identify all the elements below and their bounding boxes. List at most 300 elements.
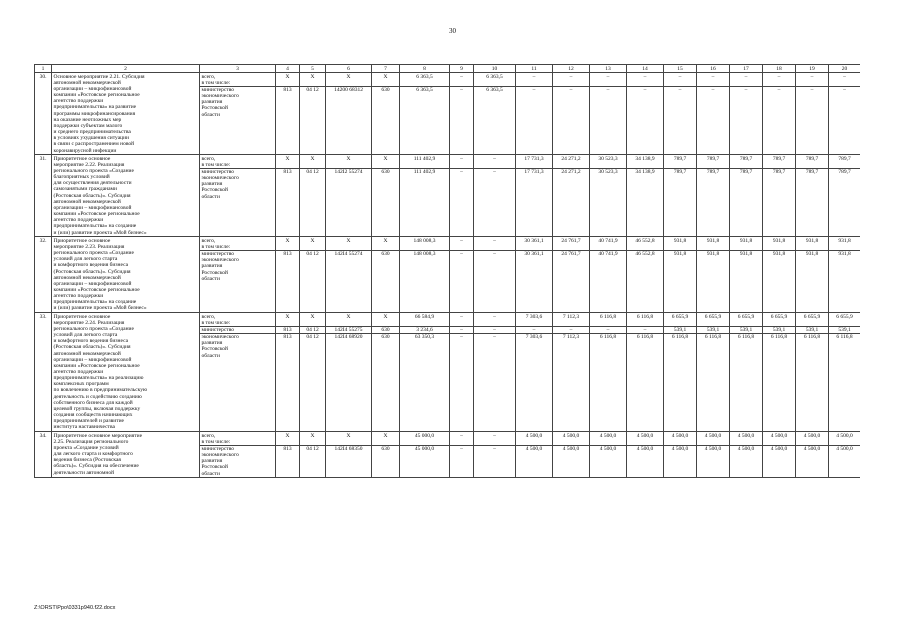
- value-line: 789,7: [796, 168, 828, 200]
- value-line: 931,8: [664, 250, 696, 282]
- value-line: 24 761,7: [561, 237, 581, 244]
- value-line: 6 363,5: [474, 86, 515, 118]
- value-cell: [474, 313, 516, 432]
- value-line: 34 138,9: [627, 168, 663, 200]
- value-line: 4 500,0: [704, 432, 722, 439]
- value-line: –: [843, 73, 846, 80]
- value-line: 63 350,3: [400, 333, 449, 359]
- value-cell: [627, 155, 664, 237]
- value-line: 142I4 55275: [326, 326, 371, 333]
- value-line: –: [643, 73, 647, 80]
- value-line: –: [460, 155, 463, 162]
- activity-name: Приоритетное основное мероприятие 2.24. Реализация регионального проекта «Создание условий для легкого старта и комфортного ведения бизнеса (Ростовская область)». Субсидия автономной некоммерческой организации – микрофинансовой компании «Ростовское региональное агентство поддержки предпринимательства» на реализацию комплексных программ по вовлечению в предпринимательскую деятельность и содействию созданию собственного бизнеса для каждой целевой группы, включая поддержку создания сообществ начинающих предпринимателей и развитие института наставничества: [52, 313, 200, 432]
- value-cell: [590, 155, 627, 237]
- value-line: 34 138,9: [635, 155, 655, 162]
- executor-cell: [200, 73, 276, 155]
- value-cell: [697, 73, 730, 155]
- value-cell: [553, 313, 590, 432]
- executor-line: всего, в том числе:: [201, 313, 231, 326]
- activity-name: Приоритетное основное мероприятие 2.25. Реализация регионального проекта «Создание условий для легкого старта и комфортного ведения бизнеса (Ростовская область)». Субсидия на обеспечение деятельности автономной: [52, 432, 200, 478]
- value-line: 04 12: [300, 168, 325, 200]
- value-line: –: [460, 432, 463, 439]
- column-number-cell: 10: [474, 65, 516, 73]
- value-cell: [590, 313, 627, 432]
- value-line: 789,7: [805, 155, 819, 162]
- value-line: –: [777, 73, 781, 80]
- value-cell: [730, 432, 763, 478]
- column-number-cell: 15: [664, 65, 697, 73]
- activity-name: Основное мероприятие 2.21. Субсидия автономной некоммерческой организации – микрофинансовой компании «Ростовское региональное агентство поддержки предпринимательства» на развитие программы микрофинансирования на оказание неотложных мер поддержки субъектам малого и среднего предпринимательства в условиях ухудшения ситуации в связи с распространением новой коронавирусной инфекции: [52, 73, 200, 155]
- executor-line: всего, в том числе:: [201, 73, 231, 86]
- value-cell: [400, 432, 450, 478]
- row-number: 34.: [35, 432, 52, 478]
- row-number: 30.: [35, 73, 52, 155]
- value-cell: [300, 73, 326, 155]
- value-line: 4 500,0: [763, 445, 795, 477]
- value-cell: [516, 73, 553, 155]
- value-line: –: [516, 86, 552, 118]
- value-cell: [730, 73, 763, 155]
- value-line: –: [553, 326, 589, 333]
- value-line: –: [744, 73, 748, 80]
- value-line: –: [627, 326, 663, 333]
- value-line: 30 361,1: [524, 237, 544, 244]
- value-cell: [763, 237, 796, 313]
- value-cell: [730, 237, 763, 313]
- value-line: 142I4 68350: [326, 445, 371, 477]
- value-line: 6 655,9: [704, 313, 722, 320]
- document-sheet: [34, 64, 860, 604]
- value-line: 7 112,3: [562, 313, 580, 320]
- value-line: X: [383, 237, 388, 244]
- value-cell: [300, 155, 326, 237]
- value-line: X: [310, 313, 315, 320]
- value-cell: [553, 73, 590, 155]
- value-line: 931,8: [763, 250, 795, 282]
- value-cell: [730, 313, 763, 432]
- value-cell: [450, 432, 474, 478]
- value-line: –: [829, 86, 860, 118]
- table-row: [35, 313, 861, 432]
- value-line: 789,7: [730, 168, 762, 200]
- value-line: 4 500,0: [836, 432, 853, 439]
- value-cell: [474, 432, 516, 478]
- value-cell: [627, 432, 664, 478]
- value-cell: [450, 155, 474, 237]
- value-line: 3 234,6: [400, 326, 449, 333]
- executor-line: всего, в том числе:: [201, 432, 231, 445]
- value-line: 24 761,7: [553, 250, 589, 282]
- value-cell: [276, 313, 300, 432]
- value-cell: [763, 313, 796, 432]
- value-cell: [553, 432, 590, 478]
- value-cell: [829, 155, 861, 237]
- value-line: 813: [276, 86, 299, 118]
- value-line: 6 655,9: [803, 313, 821, 320]
- executor-line: экономического развития Ростовской области: [200, 333, 275, 359]
- value-line: 931,8: [697, 250, 729, 282]
- column-number-cell: 19: [796, 65, 829, 73]
- value-line: 4 500,0: [562, 432, 580, 439]
- value-cell: [326, 313, 372, 432]
- value-line: X: [383, 155, 388, 162]
- value-line: –: [590, 326, 626, 333]
- value-line: 45 000,0: [414, 432, 435, 439]
- value-line: –: [730, 86, 762, 118]
- value-cell: [553, 237, 590, 313]
- value-line: –: [532, 73, 536, 80]
- value-line: 931,8: [829, 250, 860, 282]
- executor-line: министерство экономического развития Ростовской области: [200, 168, 275, 200]
- value-line: –: [493, 313, 496, 320]
- value-line: –: [450, 445, 473, 477]
- value-line: 30 523,3: [590, 168, 626, 200]
- value-line: 148 008,3: [400, 250, 449, 282]
- value-line: 931,8: [706, 237, 720, 244]
- value-cell: [590, 73, 627, 155]
- value-line: –: [569, 73, 573, 80]
- value-line: 7 303,6: [525, 313, 543, 320]
- value-cell: [697, 313, 730, 432]
- executor-cell: [200, 313, 276, 432]
- value-line: X: [346, 237, 351, 244]
- value-cell: [763, 155, 796, 237]
- value-line: X: [383, 73, 388, 80]
- row-number: 33.: [35, 313, 52, 432]
- value-cell: [516, 313, 553, 432]
- activity-name: Приоритетное основное мероприятие 2.23. Реализация регионального проекта «Создание условий для легкого старта и комфортного ведения бизнеса (Ростовская область)». Субсидия автономной некоммерческой организации – микрофинансовой компании «Ростовское региональное агентство поддержки предпринимательства» на создание и (или) развитие проекта «Мой бизнес»: [52, 237, 200, 313]
- value-line: 4 500,0: [516, 445, 552, 477]
- column-number-cell: 2: [52, 65, 200, 73]
- column-number-cell: 6: [326, 65, 372, 73]
- value-line: 630: [372, 86, 399, 118]
- value-line: 04 12: [300, 326, 325, 333]
- executor-cell: [200, 432, 276, 478]
- value-cell: [400, 237, 450, 313]
- value-line: 630: [372, 333, 399, 359]
- value-line: –: [450, 168, 473, 200]
- table-row: [35, 432, 861, 478]
- value-line: 6 116,8: [627, 333, 663, 359]
- value-cell: [300, 313, 326, 432]
- value-line: X: [285, 237, 290, 244]
- column-number-cell: 9: [450, 65, 474, 73]
- value-line: 6 655,9: [770, 313, 788, 320]
- column-number-cell: 14: [627, 65, 664, 73]
- value-line: 66 584,9: [414, 313, 435, 320]
- value-line: 931,8: [805, 237, 819, 244]
- value-line: 40 741,9: [598, 237, 618, 244]
- value-line: –: [450, 86, 473, 118]
- value-line: 40 741,9: [590, 250, 626, 282]
- value-line: X: [346, 155, 351, 162]
- row-number: 32.: [35, 237, 52, 313]
- budget-table: [34, 64, 860, 478]
- value-line: X: [310, 73, 315, 80]
- value-cell: [763, 432, 796, 478]
- value-line: 7 303,6: [516, 333, 552, 359]
- column-number-cell: 4: [276, 65, 300, 73]
- value-line: –: [493, 155, 496, 162]
- value-cell: [326, 237, 372, 313]
- value-line: 789,7: [739, 155, 753, 162]
- value-cell: [796, 432, 829, 478]
- value-line: –: [460, 73, 463, 80]
- value-line: –: [590, 86, 626, 118]
- value-line: 789,7: [697, 168, 729, 200]
- value-line: –: [450, 250, 473, 282]
- value-line: 789,7: [706, 155, 720, 162]
- value-line: 111 402,9: [413, 155, 436, 162]
- value-line: X: [346, 432, 351, 439]
- value-cell: [664, 313, 697, 432]
- value-line: 04 12: [300, 445, 325, 477]
- value-line: 6 116,8: [697, 333, 729, 359]
- value-line: 30 361,1: [516, 250, 552, 282]
- value-line: 6 116,8: [599, 313, 617, 320]
- value-line: 539,1: [730, 326, 762, 333]
- value-line: 4 500,0: [627, 445, 663, 477]
- value-line: –: [627, 86, 663, 118]
- value-line: X: [383, 313, 388, 320]
- activity-name: Приоритетное основное мероприятие 2.22. Реализация регионального проекта «Создание благоприятных условий для осуществления деятельности самозанятыми гражданами (Ростовская область)». Субсидия автономной некоммерческой организации – микрофинансовой компании «Ростовское региональное агентство поддержки предпринимательства» на создание и (или) развитие проекта «Мой бизнес»: [52, 155, 200, 237]
- value-line: 789,7: [838, 155, 851, 162]
- value-cell: [372, 73, 400, 155]
- value-line: –: [796, 86, 828, 118]
- value-line: 931,8: [730, 250, 762, 282]
- executor-line: министерство: [200, 326, 275, 333]
- value-line: 24 271,2: [553, 168, 589, 200]
- value-line: 6 116,8: [590, 333, 626, 359]
- value-line: –: [474, 168, 515, 200]
- value-line: 6 116,8: [636, 313, 654, 320]
- value-line: X: [310, 155, 315, 162]
- value-line: 04 12: [300, 86, 325, 118]
- value-cell: [829, 73, 861, 155]
- value-cell: [276, 73, 300, 155]
- value-line: X: [285, 155, 290, 162]
- value-cell: [697, 155, 730, 237]
- value-cell: [400, 155, 450, 237]
- value-cell: [450, 73, 474, 155]
- page-number: 30: [449, 27, 456, 35]
- value-line: 4 500,0: [671, 432, 689, 439]
- table-row: [35, 73, 861, 155]
- value-line: 789,7: [772, 155, 786, 162]
- value-line: 24 271,2: [561, 155, 581, 162]
- value-line: 45 000,0: [400, 445, 449, 477]
- value-line: 813: [276, 333, 299, 359]
- value-line: 142I2 55274: [326, 168, 371, 200]
- value-cell: [829, 237, 861, 313]
- value-line: 7 112,3: [553, 333, 589, 359]
- column-number-cell: 16: [697, 65, 730, 73]
- value-cell: [664, 237, 697, 313]
- value-cell: [300, 237, 326, 313]
- value-line: 6 116,8: [730, 333, 762, 359]
- value-cell: [627, 313, 664, 432]
- value-line: X: [383, 432, 388, 439]
- value-line: –: [516, 326, 552, 333]
- value-cell: [326, 73, 372, 155]
- value-line: 148 008,3: [413, 237, 436, 244]
- value-line: X: [285, 432, 290, 439]
- value-cell: [372, 313, 400, 432]
- value-line: 539,1: [829, 326, 860, 333]
- value-cell: [276, 237, 300, 313]
- value-line: 142I4 68920: [326, 333, 371, 359]
- column-number-cell: 20: [829, 65, 861, 73]
- value-line: 04 12: [300, 333, 325, 359]
- value-line: 6 116,8: [763, 333, 795, 359]
- value-line: 4 500,0: [599, 432, 617, 439]
- value-line: –: [474, 326, 515, 333]
- value-line: 931,8: [673, 237, 687, 244]
- value-cell: [450, 313, 474, 432]
- value-line: 46 552,8: [627, 250, 663, 282]
- value-line: 6 363,5: [400, 86, 449, 118]
- value-line: –: [606, 73, 610, 80]
- value-cell: [730, 155, 763, 237]
- value-cell: [829, 313, 861, 432]
- value-line: 4 500,0: [730, 445, 762, 477]
- value-line: –: [474, 445, 515, 477]
- value-cell: [474, 73, 516, 155]
- value-line: 931,8: [772, 237, 786, 244]
- value-line: 6 363,5: [416, 73, 433, 80]
- value-line: 789,7: [763, 168, 795, 200]
- value-cell: [590, 237, 627, 313]
- value-line: X: [346, 73, 351, 80]
- value-line: 931,8: [796, 250, 828, 282]
- value-line: 789,7: [664, 168, 696, 200]
- value-line: 630: [372, 250, 399, 282]
- column-number-cell: 1: [35, 65, 52, 73]
- value-line: 813: [276, 250, 299, 282]
- value-line: 46 552,8: [635, 237, 655, 244]
- value-line: 17 731,3: [524, 155, 544, 162]
- value-line: –: [450, 333, 473, 359]
- value-line: 630: [372, 168, 399, 200]
- value-line: 931,8: [838, 237, 851, 244]
- value-line: –: [493, 237, 496, 244]
- value-line: –: [810, 73, 814, 80]
- value-cell: [474, 237, 516, 313]
- column-number-cell: 18: [763, 65, 796, 73]
- value-line: –: [697, 86, 729, 118]
- value-line: 6 116,8: [796, 333, 828, 359]
- footer-file-path: Z:\ORST\Ppo\0331p940.f22.docx: [34, 605, 116, 611]
- value-line: –: [493, 432, 496, 439]
- value-cell: [627, 237, 664, 313]
- value-line: –: [711, 73, 715, 80]
- column-number-cell: 8: [400, 65, 450, 73]
- value-cell: [276, 155, 300, 237]
- value-line: 17 731,3: [516, 168, 552, 200]
- executor-line: министерство экономического развития Ростовской области: [200, 250, 275, 282]
- value-line: 30 523,3: [598, 155, 618, 162]
- value-line: 4 500,0: [796, 445, 828, 477]
- value-line: 14200 68312: [326, 86, 371, 118]
- value-line: 4 500,0: [636, 432, 654, 439]
- value-line: 813: [276, 168, 299, 200]
- value-cell: [276, 432, 300, 478]
- value-line: 789,7: [673, 155, 687, 162]
- value-line: 142I4 55274: [326, 250, 371, 282]
- value-line: –: [553, 86, 589, 118]
- value-line: X: [285, 313, 290, 320]
- value-cell: [829, 432, 861, 478]
- value-line: 4 500,0: [553, 445, 589, 477]
- executor-line: министерство экономического развития Ростовской области: [200, 86, 275, 118]
- value-line: X: [310, 432, 315, 439]
- value-line: –: [474, 333, 515, 359]
- value-cell: [697, 237, 730, 313]
- value-line: 539,1: [697, 326, 729, 333]
- executor-cell: [200, 155, 276, 237]
- value-line: 4 500,0: [697, 445, 729, 477]
- value-line: –: [678, 73, 682, 80]
- executor-cell: [200, 237, 276, 313]
- column-number-cell: 17: [730, 65, 763, 73]
- value-cell: [796, 155, 829, 237]
- value-cell: [372, 432, 400, 478]
- value-cell: [516, 155, 553, 237]
- value-line: 4 500,0: [590, 445, 626, 477]
- value-line: 4 500,0: [737, 432, 755, 439]
- value-cell: [590, 432, 627, 478]
- value-cell: [796, 313, 829, 432]
- value-cell: [553, 155, 590, 237]
- value-line: 6 116,8: [829, 333, 860, 359]
- value-cell: [796, 237, 829, 313]
- value-cell: [474, 155, 516, 237]
- value-line: –: [450, 326, 473, 333]
- value-line: 4 500,0: [803, 432, 821, 439]
- value-line: X: [310, 237, 315, 244]
- column-number-cell: 13: [590, 65, 627, 73]
- value-line: 4 500,0: [770, 432, 788, 439]
- value-line: –: [474, 250, 515, 282]
- table-body: [35, 65, 861, 478]
- value-line: 789,7: [829, 168, 860, 200]
- value-cell: [664, 73, 697, 155]
- value-cell: [763, 73, 796, 155]
- row-number: 31.: [35, 155, 52, 237]
- value-cell: [664, 432, 697, 478]
- value-line: –: [460, 237, 463, 244]
- value-cell: [372, 237, 400, 313]
- value-line: 6 655,9: [671, 313, 689, 320]
- column-number-cell: 3: [200, 65, 276, 73]
- value-line: 04 12: [300, 250, 325, 282]
- value-line: 630: [372, 445, 399, 477]
- value-cell: [300, 432, 326, 478]
- value-line: 4 500,0: [525, 432, 543, 439]
- column-number-cell: 11: [516, 65, 553, 73]
- table-row: [35, 155, 861, 237]
- value-line: 813: [276, 445, 299, 477]
- column-number-cell: 7: [372, 65, 400, 73]
- value-line: 6 116,8: [664, 333, 696, 359]
- value-line: 539,1: [796, 326, 828, 333]
- value-cell: [516, 432, 553, 478]
- value-cell: [400, 313, 450, 432]
- value-cell: [516, 237, 553, 313]
- value-line: 6 655,9: [836, 313, 853, 320]
- value-line: –: [460, 313, 463, 320]
- value-cell: [697, 432, 730, 478]
